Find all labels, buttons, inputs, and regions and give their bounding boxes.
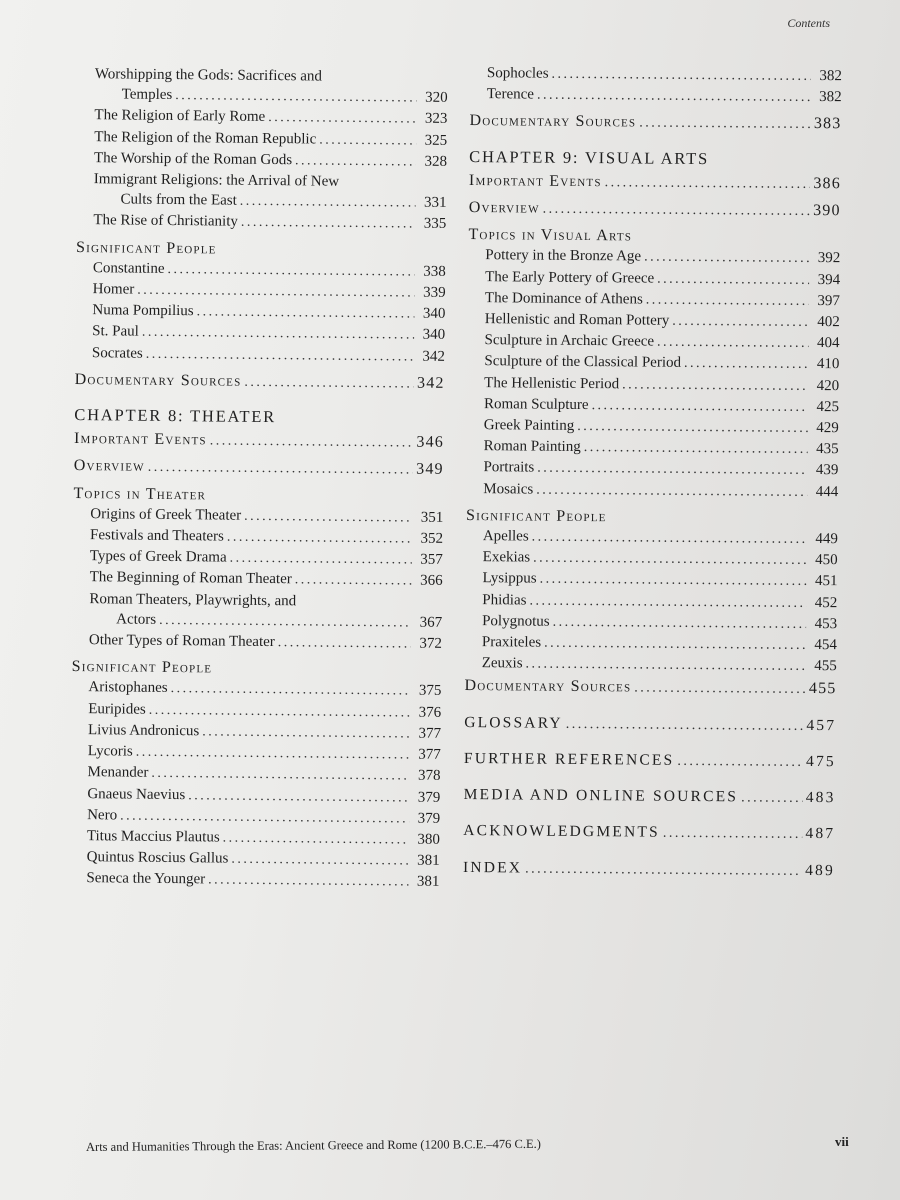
- entry-page: 381: [417, 852, 440, 869]
- entry-title: Roman Sculpture: [483, 395, 589, 413]
- leader-dots: [540, 570, 807, 593]
- entry-title: Quintus Roscius Gallus: [86, 849, 229, 867]
- leader-dots: [536, 480, 807, 503]
- entry-title: Numa Pompilius: [92, 302, 194, 320]
- toc-back-matter-entry[interactable]: [463, 857, 835, 881]
- leader-dots: [208, 871, 408, 893]
- entry-title: Nero: [87, 806, 118, 824]
- entry-title: Portraits: [483, 459, 535, 477]
- entry-title: GLOSSARY: [464, 713, 563, 732]
- entry-page: 325: [424, 132, 448, 149]
- entry-page: 323: [424, 111, 448, 128]
- leader-dots: [741, 788, 803, 809]
- entry-title: Types of Greek Drama: [89, 548, 227, 566]
- toc-section-entry[interactable]: [464, 676, 836, 700]
- running-head: Contents: [787, 16, 830, 30]
- leader-dots: [146, 344, 414, 367]
- toc-entry[interactable]: [69, 868, 439, 893]
- entry-page: 338: [423, 263, 446, 280]
- entry-title: Festivals and Theaters: [89, 527, 225, 545]
- entry-title: MEDIA AND ONLINE SOURCES: [463, 786, 739, 806]
- toc-entry[interactable]: [465, 653, 837, 677]
- entry-page: 383: [813, 115, 842, 133]
- entry-page: 386: [813, 174, 842, 193]
- entry-title: Phidias: [482, 591, 527, 609]
- toc-back-matter-entry[interactable]: [464, 785, 836, 809]
- entry-title: Important Events: [73, 430, 207, 449]
- leader-dots: [577, 417, 808, 439]
- leader-dots: [537, 459, 807, 482]
- toc-section-entry[interactable]: [469, 198, 841, 222]
- entry-page: 381: [416, 873, 440, 891]
- entry-title: ACKNOWLEDGMENTS: [463, 822, 660, 841]
- book-title-footer: Arts and Humanities Through the Eras: Ancient Greece and Rome (1200 B.C.E.–476 C.E.): [85, 1136, 541, 1154]
- entry-page: 346: [416, 433, 445, 452]
- entry-title: Overview: [73, 457, 145, 476]
- entry-page: 390: [813, 202, 841, 220]
- entry-page: 335: [423, 216, 447, 233]
- entry-title: Euripides: [88, 700, 146, 718]
- leader-dots: [592, 396, 809, 418]
- entry-page: 410: [816, 356, 840, 373]
- leader-dots: [657, 269, 809, 291]
- entry-page: 449: [815, 531, 838, 548]
- entry-title: Mosaics: [483, 480, 534, 498]
- entry-title: Titus Maccius Plautus: [86, 828, 220, 846]
- chapter-heading: CHAPTER 9: VISUAL ARTS: [469, 146, 710, 168]
- toc-section-entry[interactable]: [74, 429, 444, 454]
- entry-page: 475: [805, 752, 836, 771]
- entry-page: 483: [805, 789, 836, 807]
- entry-page: 378: [417, 767, 441, 785]
- leader-dots: [566, 715, 804, 737]
- leader-dots: [684, 354, 809, 375]
- entry-page: 352: [420, 530, 444, 547]
- leader-dots: [227, 528, 412, 550]
- entry-page: 397: [817, 292, 841, 310]
- entry-title: Overview: [468, 199, 540, 217]
- entry-page: 451: [814, 573, 838, 590]
- leader-dots: [639, 114, 810, 136]
- toc-section-entry[interactable]: [75, 370, 445, 395]
- toc-entry-line1: Immigrant Religions: the Arrival of New: [93, 171, 340, 190]
- toc-section-entry[interactable]: [74, 456, 444, 481]
- entry-title: Actors: [116, 611, 157, 628]
- toc-section-entry[interactable]: [469, 111, 841, 135]
- entry-page: 376: [418, 704, 442, 721]
- leader-dots: [188, 786, 409, 809]
- section-heading: Significant People: [465, 506, 607, 526]
- leader-dots: [533, 549, 807, 572]
- entry-page: 487: [805, 825, 836, 843]
- leader-dots: [171, 679, 411, 702]
- entry-title: Important Events: [468, 171, 602, 190]
- entry-page: 328: [424, 153, 448, 170]
- page-number: vii: [835, 1134, 849, 1149]
- toc-entry[interactable]: [72, 630, 442, 655]
- entry-page: 450: [815, 552, 838, 569]
- entry-page: 454: [814, 637, 838, 654]
- entry-page: 489: [805, 861, 836, 879]
- leader-dots: [551, 65, 810, 87]
- leader-dots: [278, 633, 411, 655]
- entry-title: The Rise of Christianity: [93, 212, 239, 231]
- entry-title: Sophocles: [486, 65, 549, 82]
- entry-page: 349: [416, 461, 444, 479]
- leader-dots: [149, 700, 411, 723]
- entry-title: Livius Andronicus: [87, 722, 200, 740]
- leader-dots: [175, 86, 417, 109]
- leader-dots: [202, 722, 410, 744]
- toc-entry-line1: Roman Theaters, Playwrights, and: [89, 590, 297, 609]
- leader-dots: [240, 192, 416, 214]
- leader-dots: [159, 611, 411, 634]
- entry-title: FURTHER REFERENCES: [463, 749, 675, 769]
- section-heading: Significant People: [75, 238, 217, 258]
- entry-title: Origins of Greek Theater: [90, 506, 242, 524]
- entry-page: 340: [422, 327, 446, 344]
- leader-dots: [537, 86, 811, 109]
- entry-title: The Dominance of Athens: [484, 289, 643, 308]
- entry-title: Lysippus: [482, 570, 537, 588]
- entry-page: 435: [816, 441, 839, 458]
- leader-dots: [634, 679, 805, 701]
- entry-page: 377: [418, 746, 441, 763]
- entry-title: Documentary Sources: [464, 677, 632, 696]
- leader-dots: [268, 108, 416, 130]
- entry-title: Seneca the Younger: [86, 870, 206, 888]
- entry-page: 453: [814, 615, 838, 633]
- entry-title: Menander: [87, 764, 149, 782]
- section-heading: Topics in Theater: [73, 484, 207, 504]
- entry-page: 404: [816, 335, 840, 352]
- leader-dots: [230, 549, 412, 571]
- section-heading: Significant People: [71, 658, 213, 677]
- entry-page: 357: [420, 551, 443, 569]
- entry-page: 367: [419, 614, 443, 631]
- toc-entry[interactable]: [470, 84, 842, 108]
- entry-title: Lycoris: [87, 743, 133, 760]
- entry-page: 377: [418, 725, 442, 742]
- entry-page: 457: [806, 716, 837, 734]
- leader-dots: [244, 373, 413, 395]
- leader-dots: [657, 333, 809, 355]
- entry-page: 452: [814, 594, 838, 611]
- entry-title: The Religion of Early Rome: [94, 107, 266, 126]
- leader-dots: [241, 213, 416, 235]
- entry-page: 380: [417, 831, 440, 848]
- leader-dots: [319, 130, 416, 151]
- entry-page: 342: [416, 374, 445, 392]
- entry-title: Temples: [121, 86, 173, 104]
- leader-dots: [231, 850, 409, 872]
- entry-page: 340: [422, 305, 446, 323]
- leader-dots: [142, 323, 415, 346]
- leader-dots: [543, 200, 810, 223]
- entry-title: The Hellenistic Period: [484, 374, 620, 392]
- entry-title: Sculpture in Archaic Greece: [484, 332, 655, 350]
- leader-dots: [295, 571, 412, 592]
- entry-page: 375: [418, 683, 442, 700]
- leader-dots: [663, 824, 803, 845]
- entry-page: 402: [817, 314, 840, 331]
- toc-entry-line1: Worshipping the Gods: Sacrifices and: [94, 66, 323, 85]
- entry-page: 382: [819, 68, 842, 85]
- leader-dots: [210, 432, 413, 454]
- leader-dots: [584, 438, 808, 460]
- toc-back-matter-entry[interactable]: [464, 749, 836, 773]
- leader-dots: [167, 260, 415, 283]
- entry-page: 444: [815, 483, 839, 500]
- entry-title: INDEX: [462, 858, 523, 876]
- toc-section-entry[interactable]: [469, 171, 841, 195]
- entry-page: 366: [420, 573, 443, 590]
- section-heading: Topics in Visual Arts: [468, 226, 633, 245]
- entry-title: The Early Pottery of Greece: [485, 268, 655, 287]
- entry-title: Other Types of Roman Theater: [88, 632, 275, 651]
- leader-dots: [137, 281, 415, 304]
- leader-dots: [197, 302, 415, 324]
- leader-dots: [525, 859, 802, 882]
- entry-title: The Worship of the Roman Gods: [93, 149, 293, 169]
- entry-page: 331: [423, 194, 447, 212]
- leader-dots: [525, 655, 805, 678]
- toc-entry[interactable]: [466, 479, 838, 503]
- entry-title: Terence: [486, 86, 535, 103]
- toc-entry[interactable]: [75, 343, 445, 368]
- entry-page: 439: [815, 462, 839, 479]
- leader-dots: [544, 634, 806, 656]
- entry-title: Documentary Sources: [74, 370, 242, 390]
- entry-page: 339: [423, 284, 446, 301]
- entry-page: 425: [816, 398, 840, 416]
- entry-title: Socrates: [91, 344, 143, 362]
- entry-title: Sculpture of the Classical Period: [484, 353, 682, 372]
- entry-page: 379: [417, 810, 441, 827]
- leader-dots: [672, 312, 809, 333]
- entry-title: Homer: [92, 281, 135, 298]
- entry-title: St. Paul: [92, 323, 139, 341]
- entry-title: Polygnotus: [482, 613, 550, 630]
- leader-dots: [622, 375, 808, 397]
- entry-page: 392: [817, 250, 841, 267]
- entry-page: 429: [816, 420, 839, 437]
- entry-title: Documentary Sources: [469, 112, 637, 131]
- leader-dots: [244, 507, 412, 529]
- entry-title: Aristophanes: [88, 679, 168, 697]
- leader-dots: [532, 528, 807, 551]
- entry-page: 394: [817, 271, 841, 288]
- entry-page: 420: [816, 377, 840, 394]
- entry-title: Gnaeus Naevius: [87, 785, 186, 803]
- entry-title: The Beginning of Roman Theater: [89, 569, 292, 588]
- entry-title: Zeuxis: [481, 655, 523, 672]
- entry-title: Cults from the East: [120, 191, 237, 209]
- entry-title: Exekias: [482, 549, 531, 566]
- entry-title: Constantine: [92, 259, 165, 277]
- entry-title: Hellenistic and Roman Pottery: [484, 311, 670, 329]
- chapter-heading: CHAPTER 8: THEATER: [74, 405, 277, 427]
- leader-dots: [136, 743, 410, 766]
- leader-dots: [553, 613, 807, 635]
- entry-page: 342: [422, 348, 446, 365]
- toc-back-matter-entry[interactable]: [463, 821, 835, 845]
- entry-title: Roman Painting: [483, 438, 581, 456]
- toc-back-matter-entry[interactable]: [464, 713, 836, 737]
- toc-left-column: [69, 64, 448, 893]
- entry-page: 382: [819, 89, 842, 106]
- entry-page: 372: [419, 635, 443, 652]
- leader-dots: [295, 151, 416, 172]
- leader-dots: [148, 458, 413, 481]
- entry-title: Pottery in the Bronze Age: [485, 247, 642, 265]
- leader-dots: [529, 591, 806, 614]
- leader-dots: [151, 764, 409, 787]
- entry-page: 455: [814, 658, 837, 675]
- entry-page: 455: [808, 680, 837, 698]
- entry-page: 379: [417, 789, 441, 806]
- entry-title: Greek Painting: [483, 417, 575, 434]
- toc-entry[interactable]: [76, 210, 446, 235]
- leader-dots: [605, 173, 810, 195]
- leader-dots: [223, 828, 409, 850]
- entry-title: The Religion of the Roman Republic: [94, 128, 317, 148]
- entry-page: 351: [420, 509, 444, 526]
- entry-page: 320: [425, 89, 448, 107]
- entry-title: Praxiteles: [481, 634, 542, 651]
- entry-title: Apelles: [482, 528, 529, 545]
- toc-right-column: [463, 63, 842, 882]
- leader-dots: [677, 752, 803, 773]
- leader-dots: [644, 248, 809, 270]
- leader-dots: [646, 290, 809, 312]
